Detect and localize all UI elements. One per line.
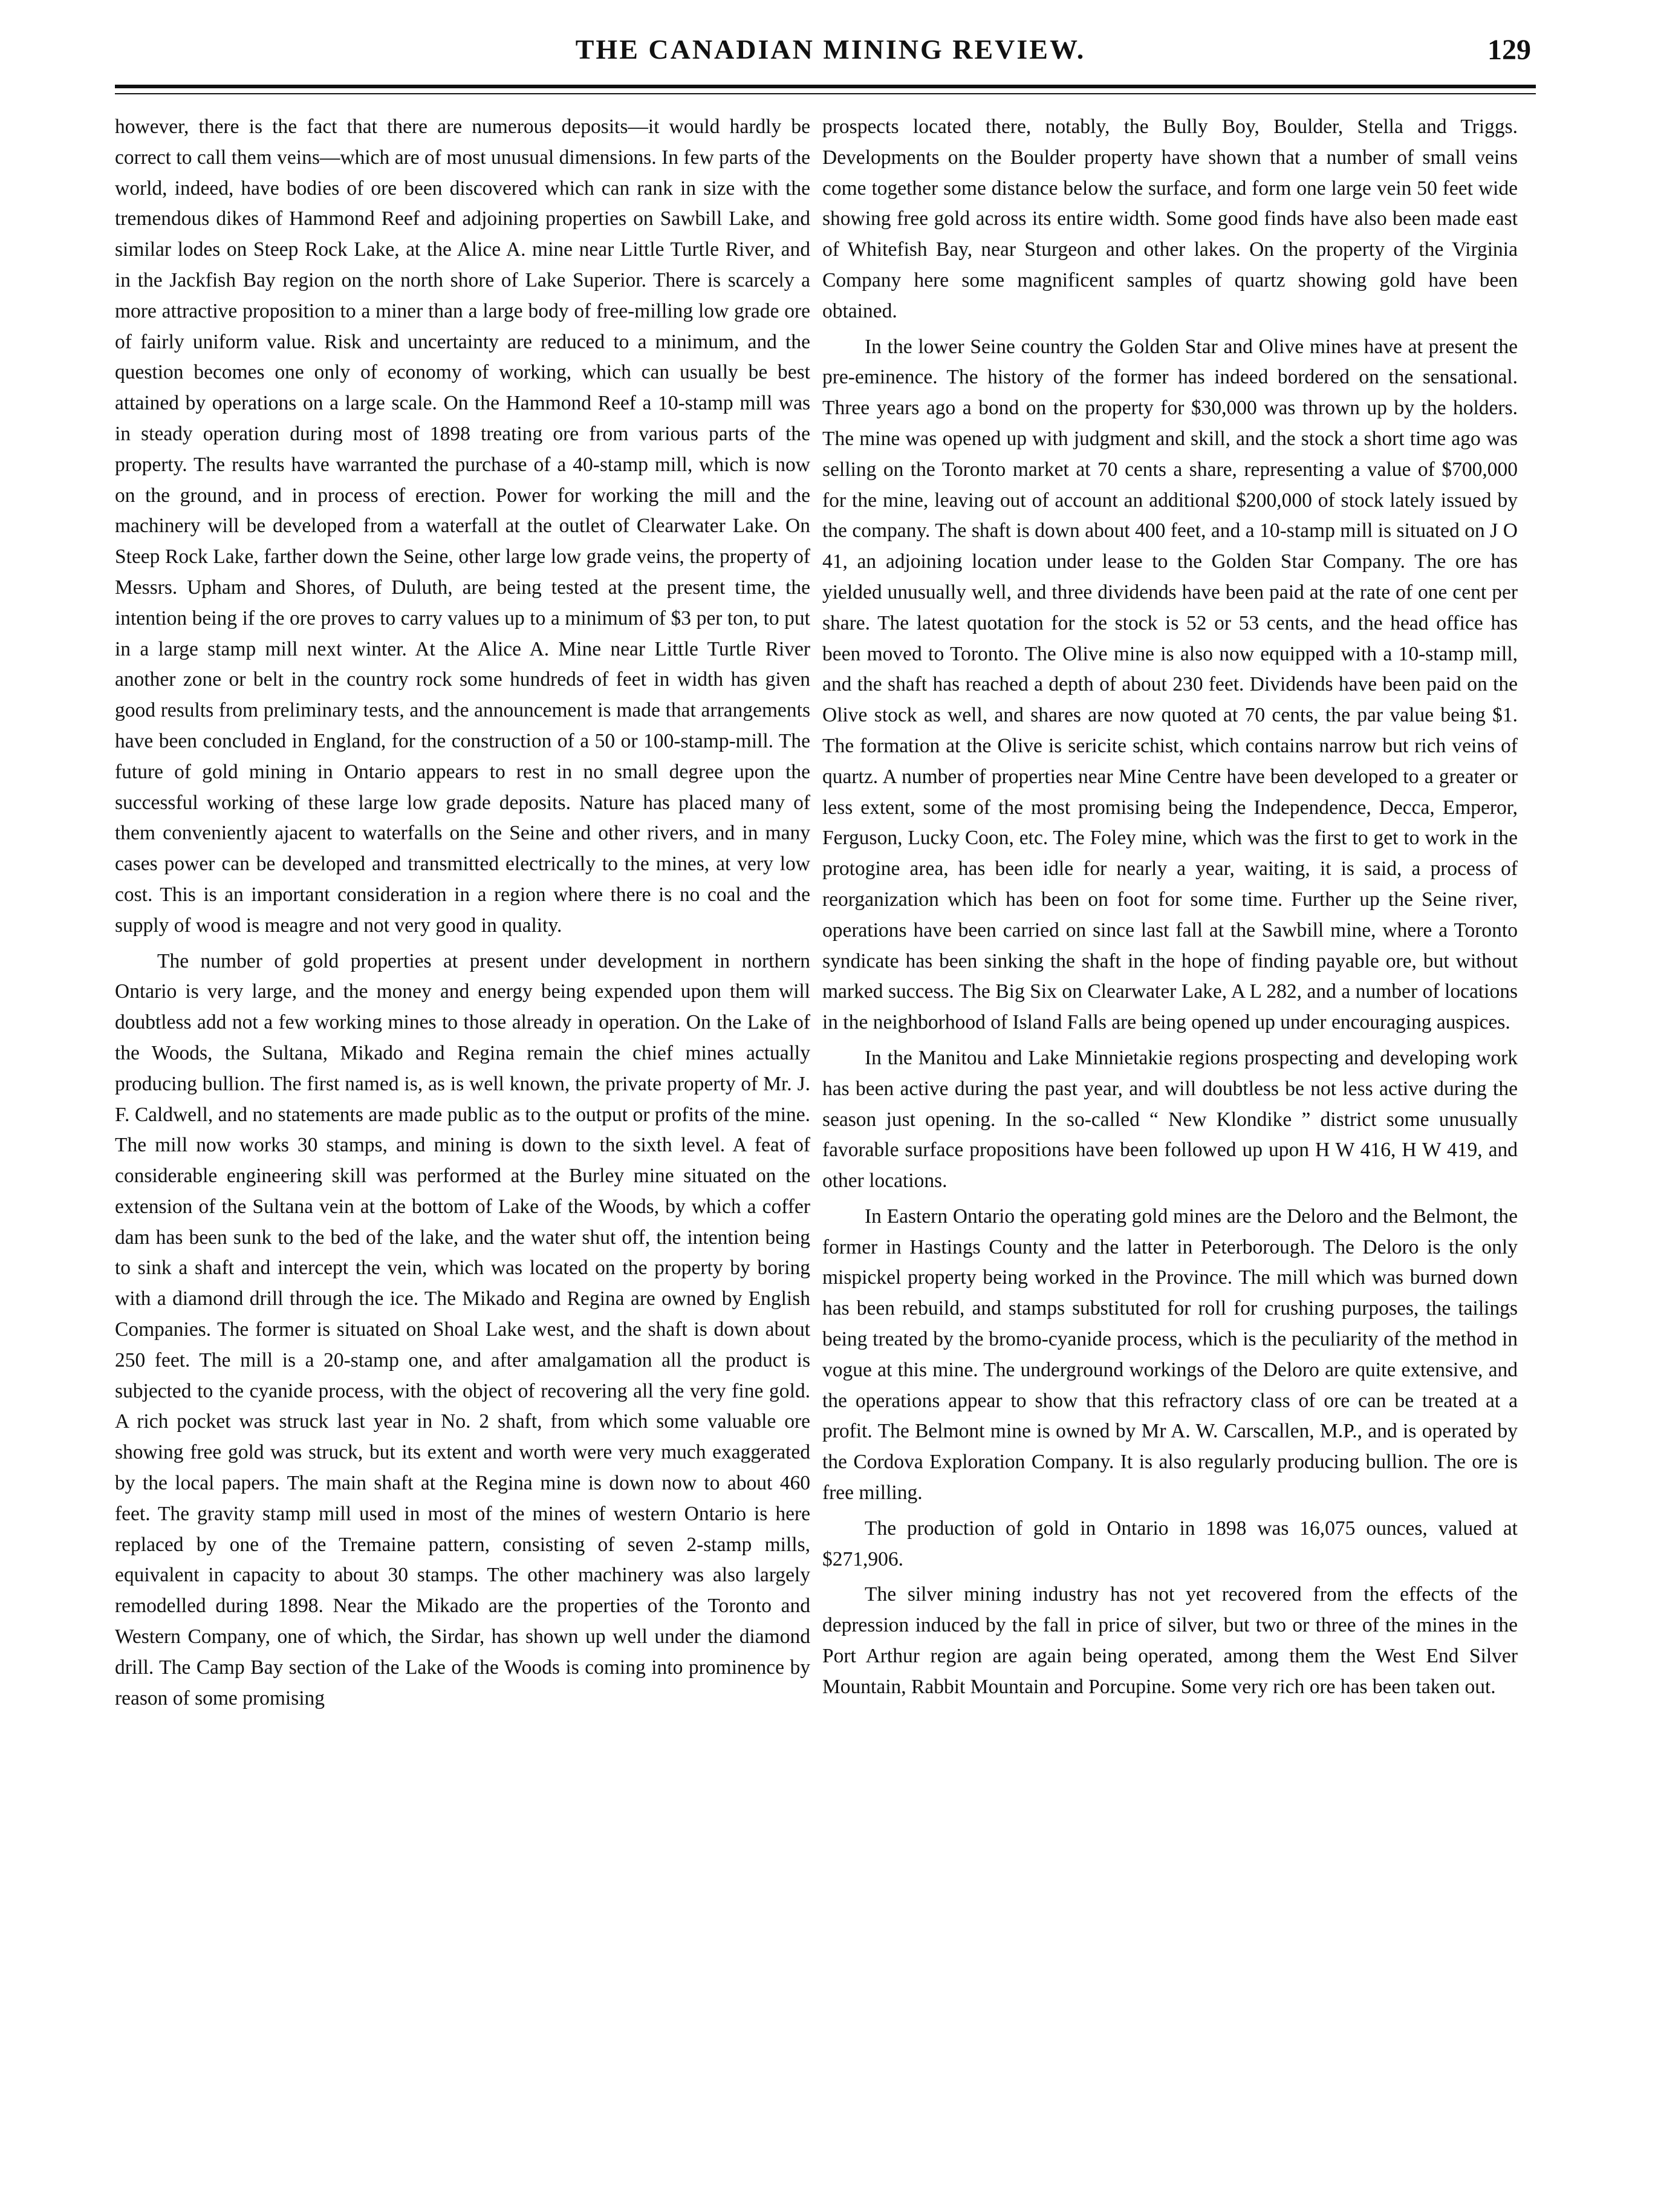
journal-title: THE CANADIAN MINING REVIEW. — [575, 34, 1086, 65]
header-rule-thin — [115, 93, 1536, 94]
page-number: 129 — [1487, 34, 1531, 66]
paragraph: The production of gold in Ontario in 1898 was 16,075 ounces, valued at $271,906. — [822, 1517, 1518, 1570]
paragraph: The number of gold properties at present under development in northern Ontario is very large, and the money and energy being expended upon them will doubtless add not a few working mines to those already in operation. On the Lake of the Woods, the Sultana, Mikado and Regina remain the chief mines actually producing bullion. The first named is, as is well known, the private property of Mr. J. F. Caldwell, and no statements are made public as to the output or profits of the mine. The mill now works 30 stamps, and mining is down to the sixth level. A feat of considerable engineering skill was performed at the Burley mine situated on the extension of the Sultana vein at the bottom of Lake of the Woods, by which a coffer dam has been sunk to the bed of the lake, and the water shut off, the intention being to sink a shaft and intercept the vein, which was located on the property by boring with a diamond drill through the ice. The Mikado and Regina are owned by English Companies. The former is situated on Shoal Lake west, and the shaft is down about 250 feet. The mill is a 20-stamp one, and after amalgamation all the product is subjected to the cyanide process, with the object of recovering all the very fine gold. A rich pocket was struck last year in No. 2 shaft, from which some valuable ore showing free gold was struck, but its extent and worth were very much exaggerated by the local papers. The main shaft at the Regina mine is down now to about 460 feet. The gravity stamp mill used in most of the mines of western Ontario is here replaced by one of the Tremaine pattern, consisting of seven 2-stamp mills, equivalent in capacity to about 30 stamps. The other machinery was also largely remodelled during 1898. Near the Mikado are the properties of the Toronto and Western Company, one of which, the Sirdar, has shown up well under the diamond drill. The Camp Bay section of the Lake of the Woods is coming into prominence by reason of some promising — [115, 949, 810, 1709]
paragraph: In the lower Seine country the Golden Star and Olive mines have at present the pre-eminence. The history of the former has indeed bordered on the sensational. Three years ago a bond on the property for $30,000 was thrown up by the holders. The mine was opened up with judgment and skill, and the stock a short time ago was selling on the Toronto market at 70 cents a share, representing a value of $700,000 for the mine, leaving out of account an additional $200,000 of stock lately issued by the company. The shaft is down about 400 feet, and a 10-stamp mill is situated on J O 41, an adjoining location under lease to the Golden Star Company. The ore has yielded unusually well, and three dividends have been paid at the rate of one cent per share. The latest quotation for the stock is 52 or 53 cents, and the head office has been moved to Toronto. The Olive mine is also now equipped with a 10-stamp mill, and the shaft has reached a depth of about 230 feet. Dividends have been paid on the Olive stock as well, and shares are now quoted at 70 cents, the par value being $1. The formation at the Olive is sericite schist, which contains narrow but rich veins of quartz. A number of properties near Mine Centre have been developed to a greater or less extent, some of the most promising being the Independence, Decca, Emperor, Ferguson, Lucky Coon, etc. The Foley mine, which was the first to get to work in the protogine area, has been idle for nearly a year, waiting, it is said, a process of reorganization which has been on foot for some time. Further up the Seine river, operations have been carried on since last fall at the Sawbill mine, where a Toronto syndicate has been sinking the shaft in the hope of finding payable ore, but without marked success. The Big Six on Clearwater Lake, A L 282, and a number of locations in the neighborhood of Island Falls are being opened up under encouraging auspices. — [822, 335, 1518, 1034]
header-rule-thick — [115, 85, 1536, 88]
page-header — [0, 33, 1661, 88]
paragraph: In the Manitou and Lake Minnietakie regions prospecting and developing work has been active during the past year, and will doubtless be not less active during the season just opening. In the so-called “ New Klondike ” district some unusually favorable surface propositions have been followed up upon H W 416, H W 419, and other locations. — [822, 1046, 1518, 1192]
paragraph: however, there is the fact that there are numerous deposits—it would hardly be correct to call them veins—which are of most unusual dimensions. In few parts of the world, indeed, have bodies of ore been discovered which can rank in size with the tremendous dikes of Hammond Reef and adjoining properties on Sawbill Lake, and similar lodes on Steep Rock Lake, at the Alice A. mine near Little Turtle River, and in the Jackfish Bay region on the north shore of Lake Superior. There is scarcely a more attractive proposition to a miner than a large body of free-milling low grade ore of fairly uniform value. Risk and uncertainty are reduced to a minimum, and the question becomes one only of economy of working, which can usually be best attained by operations on a large scale. On the Hammond Reef a 10-stamp mill was in steady operation during most of 1898 treating ore from various parts of the property. The results have warranted the purchase of a 40-stamp mill, which is now on the ground, and in process of erection. Power for working the mill and the machinery will be developed from a waterfall at the outlet of Clearwater Lake. On Steep Rock Lake, farther down the Seine, other large low grade veins, the property of Messrs. Upham and Shores, of Duluth, are being tested at the present time, the intention being if the ore proves to carry values up to a minimum of $3 per ton, to put in a large stamp mill next winter. At the Alice A. Mine near Little Turtle River another zone or belt in the country rock some hundreds of feet in width has given good results from preliminary tests, and the announcement is made that arrangements have been concluded in England, for the construction of a 50 or 100-stamp-mill. The future of gold mining in Ontario appears to rest in no small degree upon the successful working of these large low grade deposits. Nature has placed many of them conveniently ajacent to waterfalls on the Seine and other rivers, and in many cases power can be developed and transmitted electrically to the mines, at very low cost. This is an important consideration in a region where there is no coal and the supply of wood is meagre and not very good in quality. — [115, 115, 810, 937]
paragraph: prospects located there, notably, the Bully Boy, Boulder, Stella and Triggs. Developments on the Boulder property have shown that a number of small veins come together some distance below the surface, and form one large vein 50 feet wide showing free gold across its entire width. Some good finds have also been made east of Whitefish Bay, near Sturgeon and other lakes. On the property of the Virginia Company here some magnificent samples of quartz showing gold have been obtained. — [822, 115, 1518, 322]
right-column — [822, 112, 1518, 2150]
paragraph: In Eastern Ontario the operating gold mines are the Deloro and the Belmont, the former in Hastings County and the latter in Peterborough. The Deloro is the only mispickel property being worked in the Province. The mill which was burned down has been rebuild, and stamps substituted for roll for crushing purposes, the tailings being treated by the bromo-cyanide process, which is the peculiarity of the method in vogue at this mine. The underground workings of the Deloro are quite extensive, and the operations appear to show that this refractory class of ore can be treated at a profit. The Belmont mine is owned by Mr A. W. Carscallen, M.P., and is operated by the Cordova Exploration Company. It is also regularly producing bullion. The ore is free milling. — [822, 1205, 1518, 1504]
paragraph: The silver mining industry has not yet recovered from the effects of the depression induced by the fall in price of silver, but two or three of the mines in the Port Arthur region are again being operated, among them the West End Silver Mountain, Rabbit Mountain and Porcupine. Some very rich ore has been taken out. — [822, 1583, 1518, 1698]
left-column — [115, 112, 810, 2150]
